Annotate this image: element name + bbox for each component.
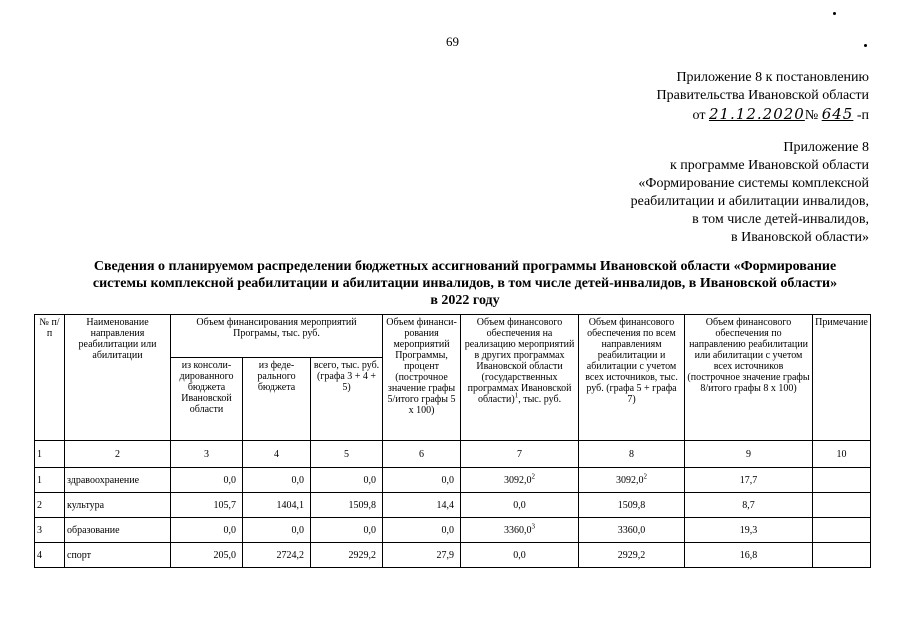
cell-all: 3360,0 [579, 518, 685, 543]
column-number-cell: 1 [35, 441, 65, 468]
col-header-total: всего, тыс. руб. (графа 3 + 4 + 5) [311, 358, 383, 441]
col-header-direction-share: Объем финансового обеспечения по направлению реабилитации или абилитации с учетом всех источников (построчное значение графы 8/итого графы 8 х 100) [685, 315, 813, 441]
cell-num: 4 [35, 543, 65, 568]
column-number-cell: 4 [243, 441, 311, 468]
cell-federal: 1404,1 [243, 493, 311, 518]
cell-total: 1509,8 [311, 493, 383, 518]
table-row [35, 493, 871, 518]
cell-total: 2929,2 [311, 543, 383, 568]
cell-other: 3092,0$^2$ [461, 468, 579, 493]
col-header-consolidated: из консоли-дированного бюджета Ивановской области [171, 358, 243, 441]
cell-all: 2929,2 [579, 543, 685, 568]
cell-federal: 2724,2 [243, 543, 311, 568]
cell-note [813, 468, 871, 493]
appendix-program-line6: в Ивановской области» [731, 230, 869, 245]
cell-name: здравоохранение [65, 468, 171, 493]
budget-table [34, 314, 871, 568]
cell-dir-share: 17,7 [685, 468, 813, 493]
cell-note [813, 543, 871, 568]
title-line1: Сведения о планируемом распределении бюджетных ассигнований программы Ивановской области «Формирование [93, 259, 837, 274]
cell-all: 1509,8 [579, 493, 685, 518]
cell-num: 1 [35, 468, 65, 493]
cell-share: 0,0 [383, 518, 461, 543]
handwritten-number: 645 [821, 105, 854, 123]
appendix-program-line1: Приложение 8 [783, 140, 869, 155]
scan-speck [833, 12, 836, 15]
cell-consolidated: 205,0 [171, 543, 243, 568]
date-prefix: от [692, 108, 706, 123]
appendix-resolution-date-line [657, 105, 869, 125]
handwritten-date: 21.12.2020 [708, 105, 805, 123]
table-row [35, 518, 871, 543]
cell-consolidated: 0,0 [171, 518, 243, 543]
cell-num: 2 [35, 493, 65, 518]
cell-other: 3360,0$^3$ [461, 518, 579, 543]
table-row [35, 468, 871, 493]
cell-note [813, 518, 871, 543]
col-header-financing-group: Объем финансирования мероприятий Програмы, тыс. руб. [171, 315, 383, 358]
cell-dir-share: 19,3 [685, 518, 813, 543]
cell-federal: 0,0 [243, 468, 311, 493]
cell-federal: 0,0 [243, 518, 311, 543]
cell-share: 27,9 [383, 543, 461, 568]
cell-num: 3 [35, 518, 65, 543]
appendix-resolution-line2: Правительства Ивановской области [656, 88, 869, 103]
title-line3: в 2022 году [430, 293, 500, 308]
col-header-num: № п/п [35, 315, 65, 441]
col-header-other-programs: Объем финансового обеспечения на реализацию мероприятий в других программах Ивановской области (государственных программах Ивановской области)$^1$, тыс. руб. [461, 315, 579, 441]
column-number-row [35, 441, 871, 468]
document-title [60, 258, 870, 309]
cell-note [813, 493, 871, 518]
page-number: 69 [446, 34, 459, 49]
cell-name: культура [65, 493, 171, 518]
col-header-share: Объем финанси-рования мероприятий Программы, процент (построчное значение графы 5/итого графы 5 х 100) [383, 315, 461, 441]
cell-all: 3092,0$^2$ [579, 468, 685, 493]
col-header-name: Наименование направления реабилитации или абилитации [65, 315, 171, 441]
column-number-cell: 5 [311, 441, 383, 468]
title-line2: системы комплексной реабилитации и абилитации инвалидов, в том числе детей-инвалидов, в Ивановской области» [92, 276, 838, 291]
appendix-program-line3: «Формирование системы комплексной [638, 176, 869, 191]
col-header-all-directions: Объем финансового обеспечения по всем направлениям реабилитации и абилитации с учетом всех источников, тыс. руб. (графа 5 + графа 7) [579, 315, 685, 441]
appendix-program [631, 139, 869, 247]
column-number-cell: 3 [171, 441, 243, 468]
column-number-cell: 2 [65, 441, 171, 468]
cell-total: 0,0 [311, 518, 383, 543]
col-header-note: Примечание [813, 315, 871, 441]
cell-consolidated: 105,7 [171, 493, 243, 518]
table-row [35, 543, 871, 568]
column-number-cell: 6 [383, 441, 461, 468]
number-suffix: -п [856, 108, 869, 123]
appendix-program-line5: в том числе детей-инвалидов, [692, 212, 869, 227]
cell-dir-share: 8,7 [685, 493, 813, 518]
col-header-federal: из феде-рального бюджета [243, 358, 311, 441]
appendix-resolution [657, 69, 869, 125]
cell-name: образование [65, 518, 171, 543]
cell-share: 14,4 [383, 493, 461, 518]
cell-total: 0,0 [311, 468, 383, 493]
column-number-cell: 9 [685, 441, 813, 468]
scan-speck [864, 44, 867, 47]
appendix-program-line2: к программе Ивановской области [669, 158, 869, 173]
appendix-resolution-line1: Приложение 8 к постановлению [676, 70, 869, 85]
column-number-cell: 8 [579, 441, 685, 468]
cell-share: 0,0 [383, 468, 461, 493]
header-row [35, 315, 871, 358]
column-number-cell: 7 [461, 441, 579, 468]
appendix-program-line4: реабилитации и абилитации инвалидов, [630, 194, 869, 209]
column-number-cell: 10 [813, 441, 871, 468]
cell-consolidated: 0,0 [171, 468, 243, 493]
cell-other: 0,0 [461, 543, 579, 568]
cell-name: спорт [65, 543, 171, 568]
cell-dir-share: 16,8 [685, 543, 813, 568]
cell-other: 0,0 [461, 493, 579, 518]
number-sign: № [804, 108, 819, 123]
